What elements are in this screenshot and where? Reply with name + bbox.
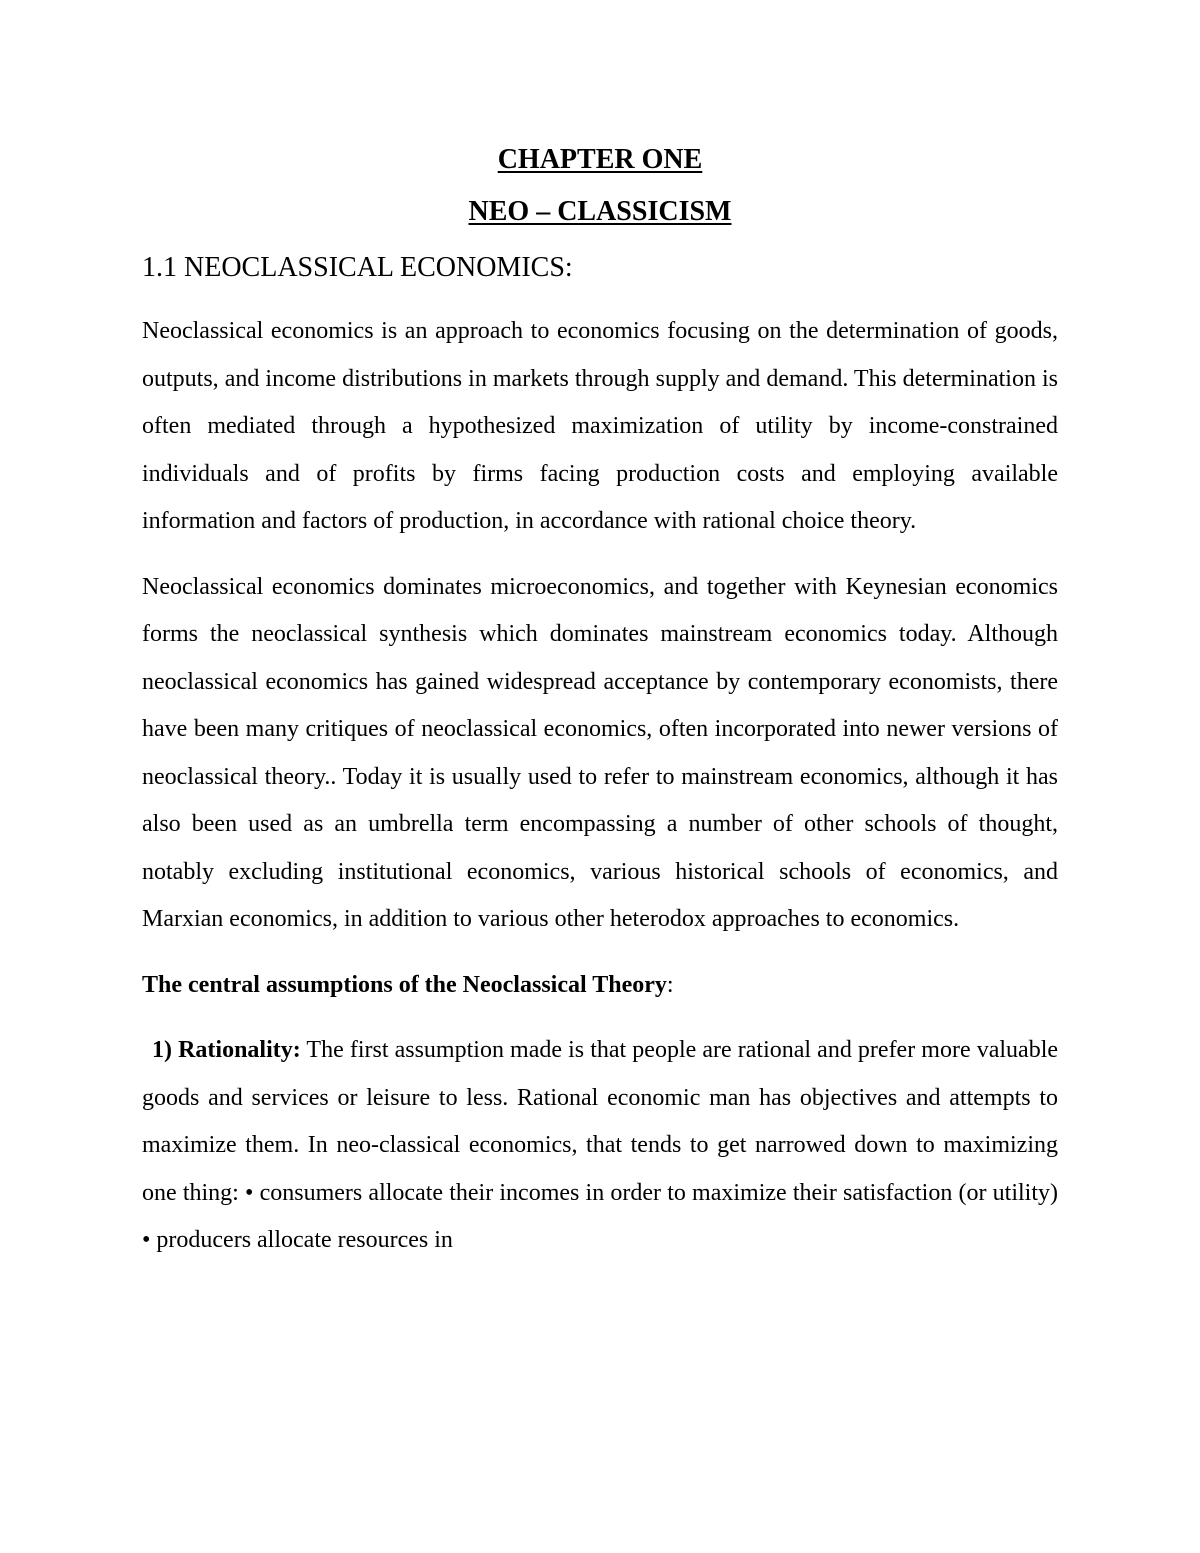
assumptions-heading-suffix: : xyxy=(666,971,674,998)
rationality-text: The first assumption made is that people are rational and prefer more valuable goods and services or leisure to less. Rational economic man has objectives and attempts to maximize them. In neo-classical economics, that tends to get narrowed down to maximizing one thing: • consumers allocate their incomes in order to maximize their satisfaction (or utility) • producers allocate resources in xyxy=(142,1037,1059,1253)
document-content xyxy=(142,138,1058,1265)
chapter-subtitle: NEO – CLASSICISM xyxy=(468,196,732,227)
paragraph-definition: Neoclassical economics is an approach to economics focusing on the determination of goods, outputs, and income distributions in markets through supply and demand. This determination is often mediated through a hypothesized maximization of utility by income-constrained individuals and of profits by firms facing production costs and employing available information and factors of production, in accordance with rational choice theory. xyxy=(142,318,1058,534)
chapter-title: CHAPTER ONE xyxy=(497,144,703,175)
paragraph-dominance: Neoclassical economics dominates microeconomics, and together with Keynesian economics forms the neoclassical synthesis which dominates mainstream economics today. Although neoclassical economics has gained widespread acceptance by contemporary economists, there have been many critiques of neoclassical economics, often incorporated into newer versions of neoclassical theory.. Today it is usually used to refer to mainstream economics, although it has also been used as an umbrella term encompassing a number of other schools of thought, notably excluding institutional economics, various historical schools of economics, and Marxian economics, in addition to various other heterodox approaches to economics. xyxy=(142,573,1058,932)
assumptions-heading-bold: The central assumptions of the Neoclassical Theory xyxy=(142,971,667,998)
rationality-label: 1) Rationality: xyxy=(152,1037,301,1063)
paragraph-rationality xyxy=(142,1027,1058,1265)
section-heading: 1.1 NEOCLASSICAL ECONOMICS: xyxy=(142,252,573,283)
assumptions-heading xyxy=(142,962,1058,1010)
